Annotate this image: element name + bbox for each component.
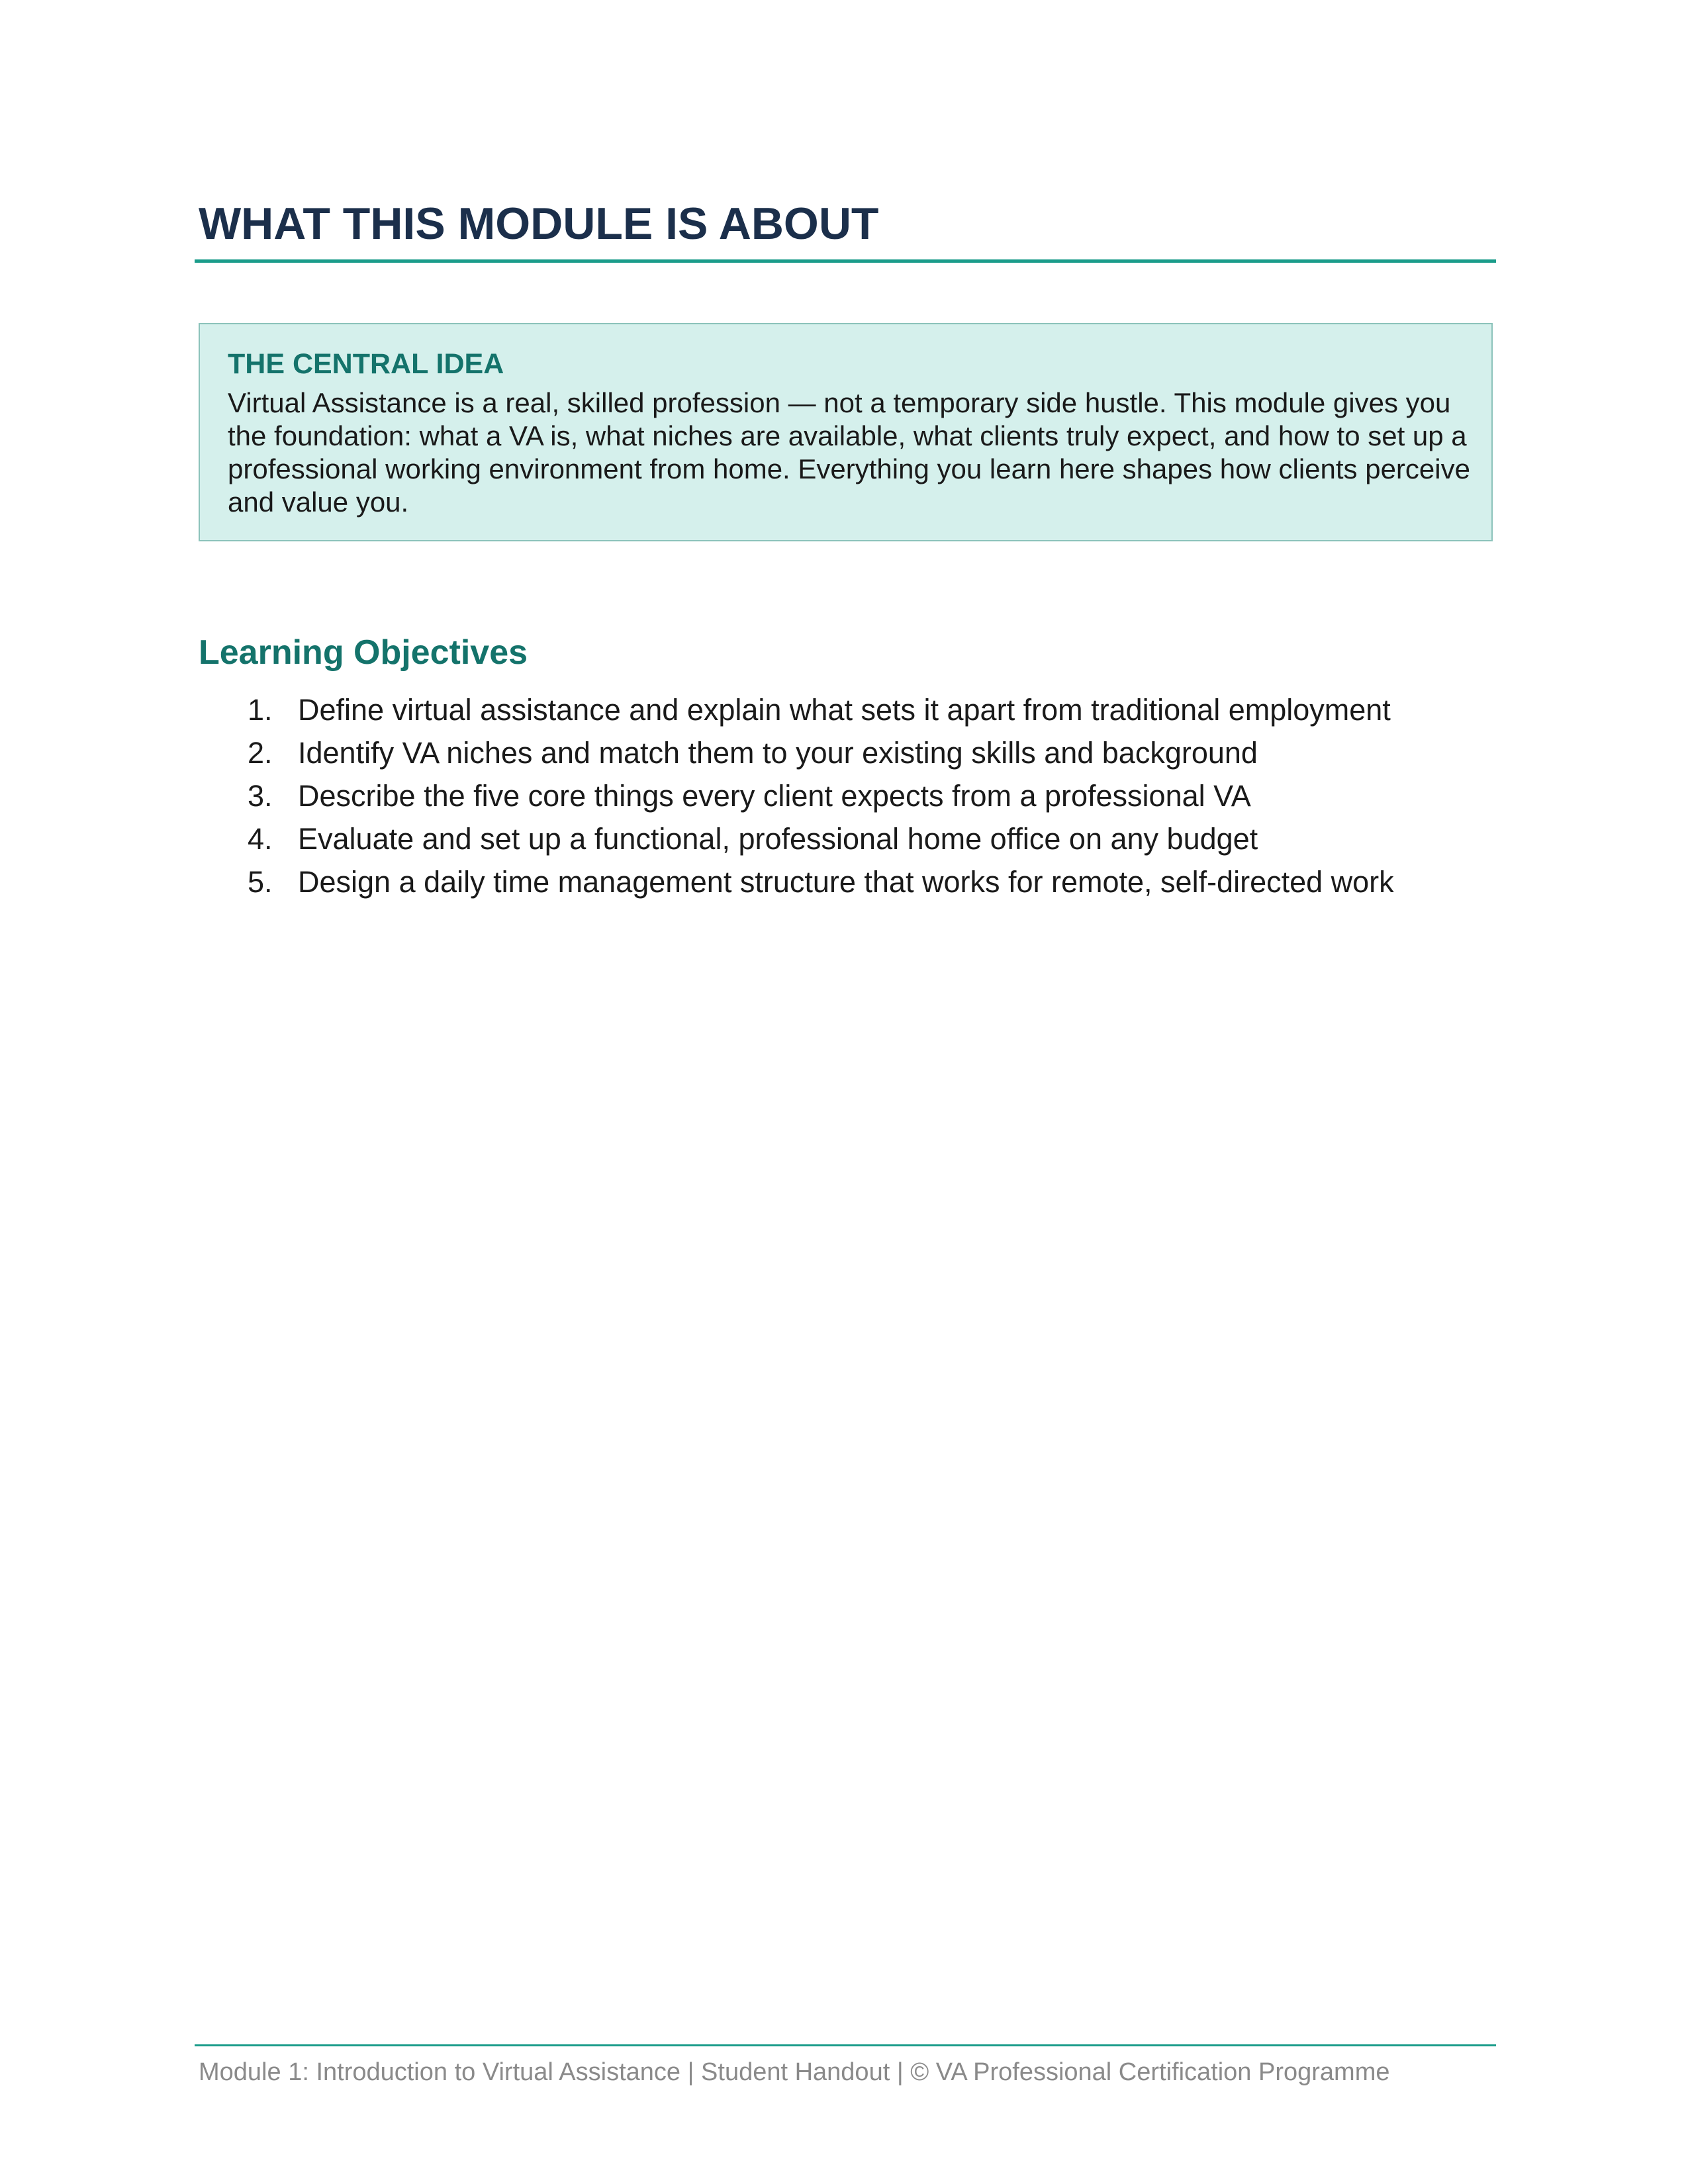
learning-objectives-heading: Learning Objectives	[199, 633, 528, 672]
objective-text: Identify VA niches and match them to your existing skills and background	[298, 736, 1258, 770]
footer-divider	[195, 2044, 1496, 2046]
learning-objectives-list	[199, 688, 1496, 903]
page-footer: Module 1: Introduction to Virtual Assistance | Student Handout | © VA Professional Certification Programme	[199, 2058, 1390, 2086]
objective-text: Evaluate and set up a functional, professional home office on any budget	[298, 822, 1258, 856]
section-title: WHAT THIS MODULE IS ABOUT	[199, 199, 879, 249]
objective-number: 5.	[248, 865, 273, 899]
objective-item	[199, 860, 1496, 903]
objective-number: 2.	[248, 736, 273, 770]
central-idea-callout	[199, 323, 1493, 541]
objective-item	[199, 817, 1496, 860]
title-divider	[195, 259, 1496, 263]
objective-item	[199, 731, 1496, 774]
objective-number: 4.	[248, 822, 273, 856]
objective-text: Define virtual assistance and explain what sets it apart from traditional employment	[298, 693, 1391, 727]
callout-heading: THE CENTRAL IDEA	[228, 348, 504, 380]
objective-number: 1.	[248, 693, 273, 727]
objective-text: Design a daily time management structure that works for remote, self-directed work	[298, 865, 1394, 899]
objective-number: 3.	[248, 779, 273, 813]
objective-item	[199, 688, 1496, 731]
objective-text: Describe the five core things every client expects from a professional VA	[298, 779, 1251, 813]
objective-item	[199, 774, 1496, 817]
callout-body: Virtual Assistance is a real, skilled profession — not a temporary side hustle. This module gives you the foundation: what a VA is, what niches are available, what clients truly expect, and how to set up a professional working environment from home. Everything you learn here shapes how clients perceive and value you.	[228, 387, 1470, 518]
